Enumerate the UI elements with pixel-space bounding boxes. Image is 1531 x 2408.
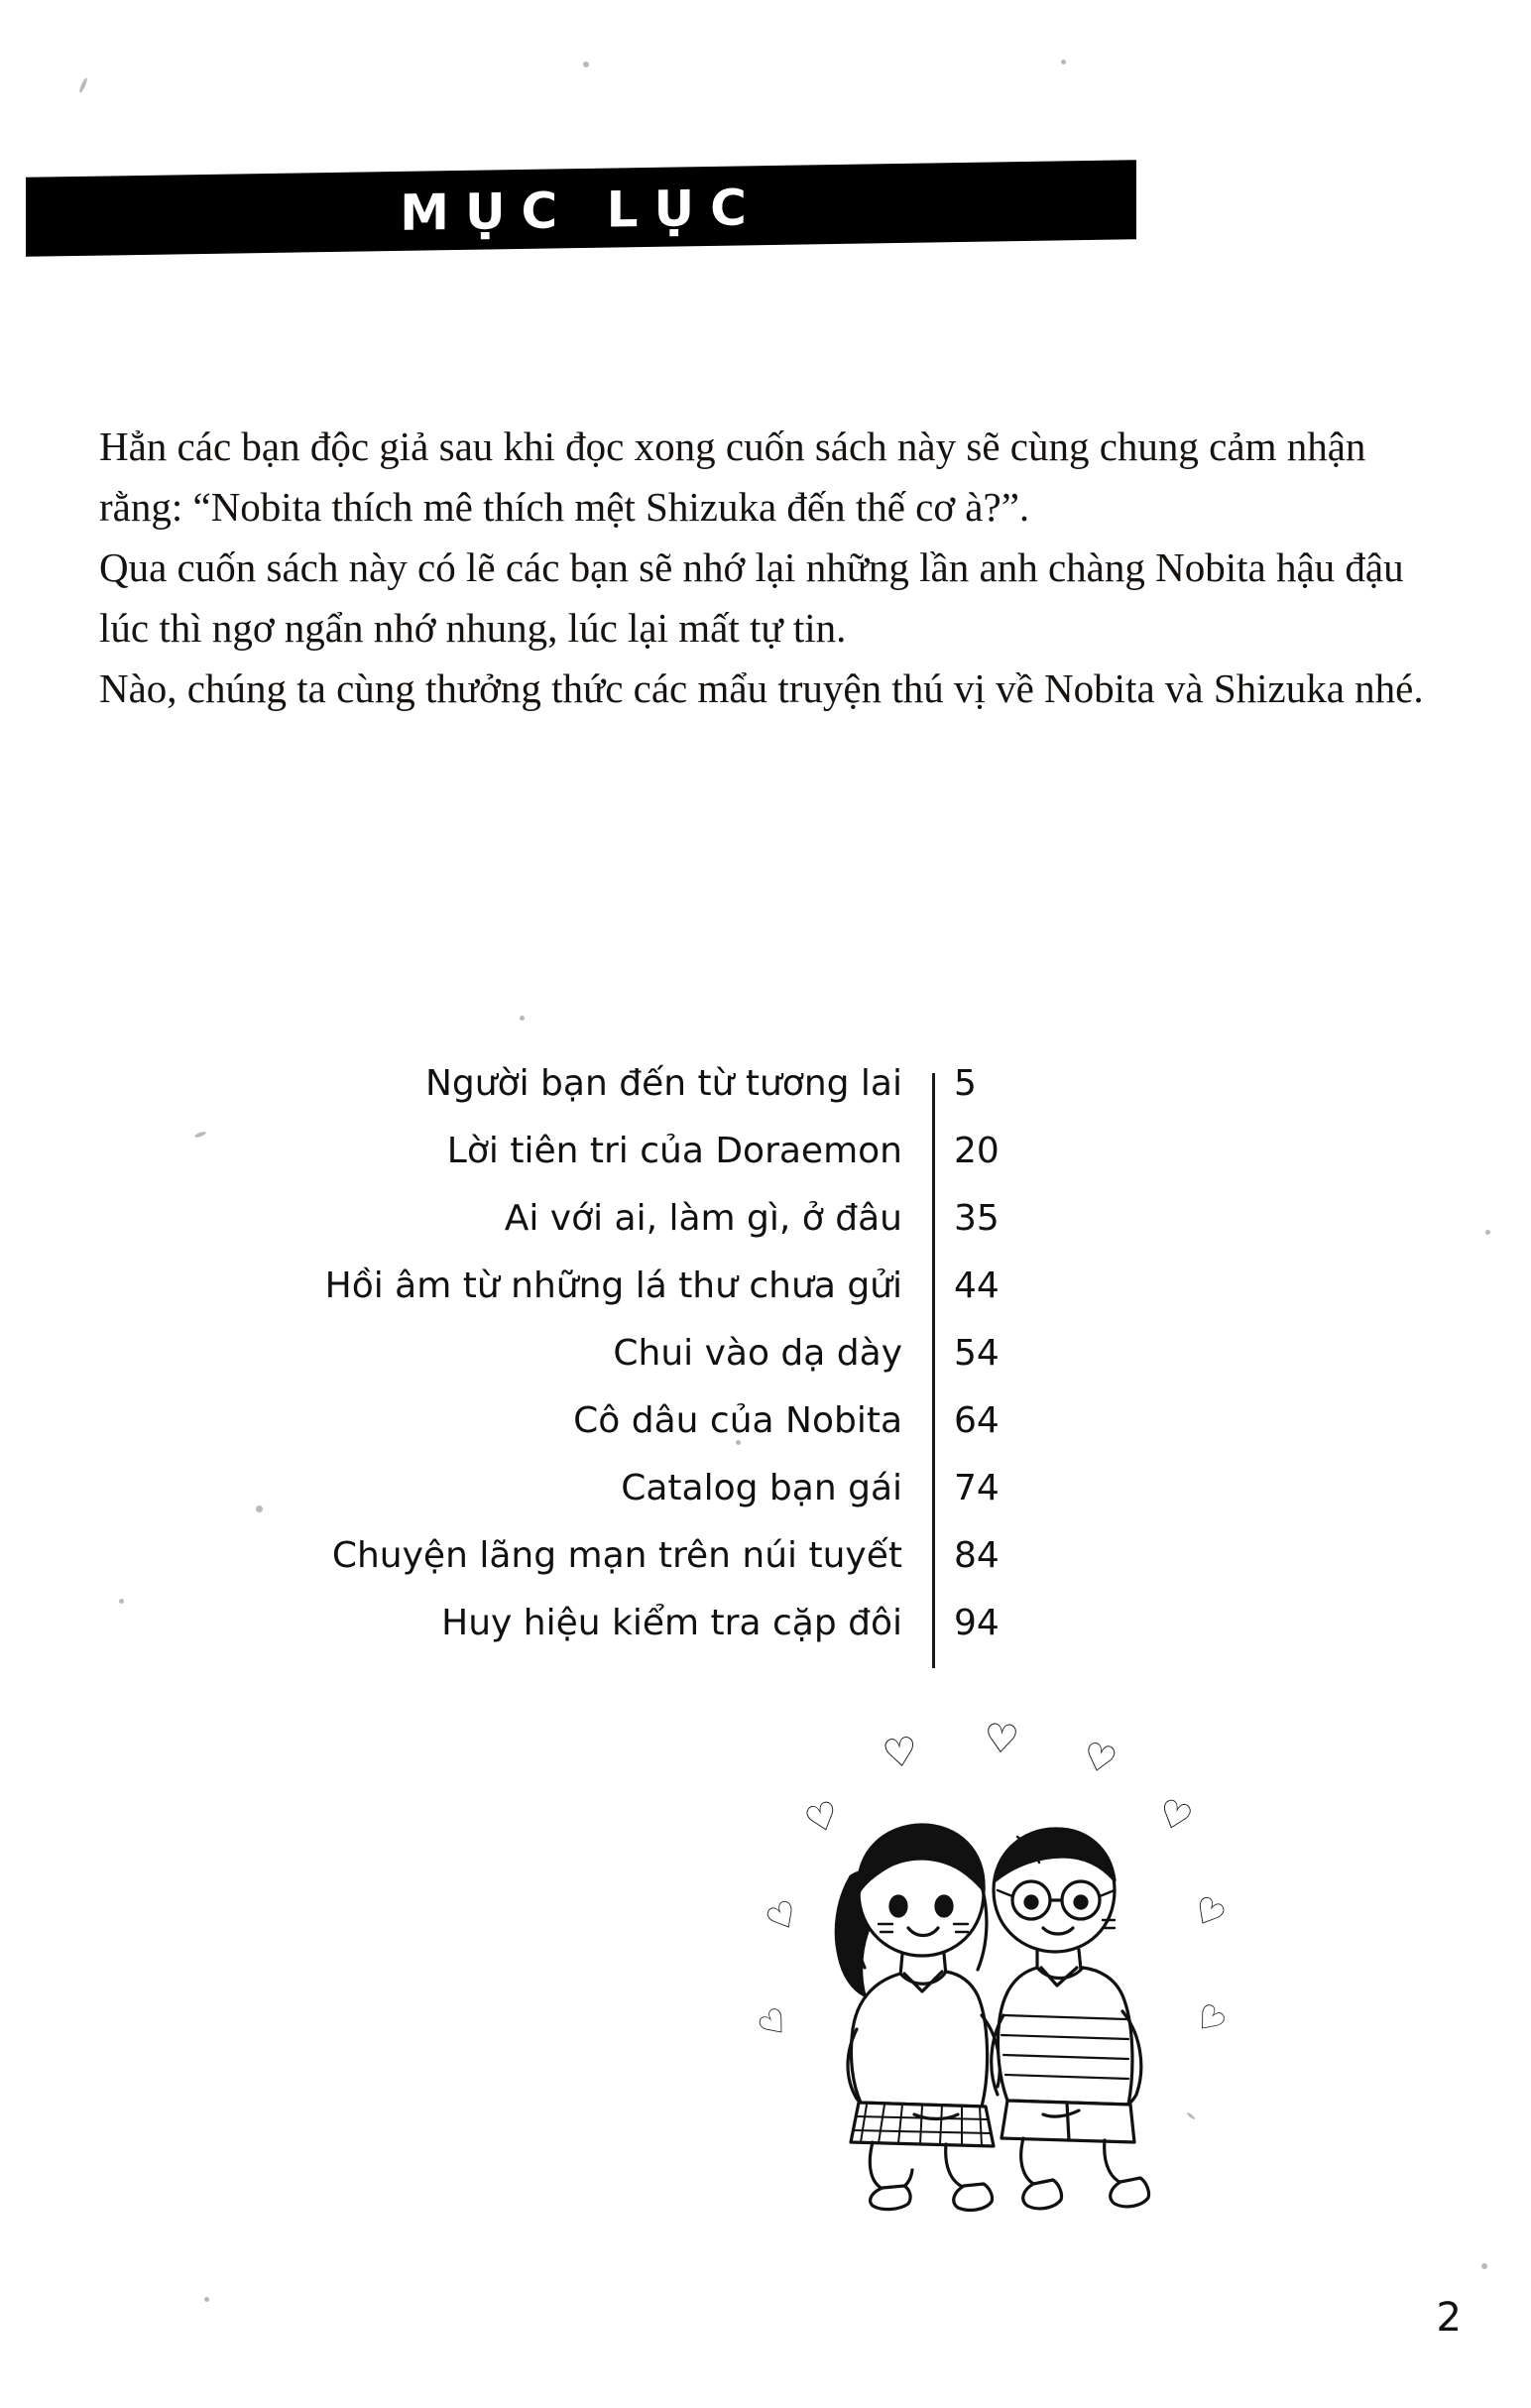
toc-entry-page: 74 bbox=[954, 1468, 1000, 1508]
heart-icon: ♡ bbox=[1078, 1733, 1121, 1784]
page-title: MỤC LỤC bbox=[400, 179, 763, 242]
intro-text bbox=[99, 417, 1428, 719]
scan-speck bbox=[1061, 60, 1066, 64]
toc-entry-page: 44 bbox=[954, 1265, 1000, 1306]
toc-entry-page: 64 bbox=[954, 1400, 1000, 1441]
page-number: 2 bbox=[1436, 2295, 1462, 2341]
heart-icon: ♡ bbox=[1152, 1789, 1199, 1843]
toc-entry[interactable] bbox=[188, 1468, 1091, 1535]
illustration-nobita-shizuka bbox=[734, 1715, 1249, 2222]
toc-entry-page: 84 bbox=[954, 1535, 1000, 1576]
scan-speck bbox=[119, 1599, 124, 1604]
toc-entry[interactable] bbox=[188, 1400, 1091, 1468]
intro-paragraph-1: Hẳn các bạn độc giả sau khi đọc xong cuốn sách này sẽ cùng chung cảm nhận rằng: “Nobita thích mê thích mệt Shizuka đến thế cơ à?”. bbox=[99, 423, 1366, 530]
heart-icon: ♡ bbox=[799, 1791, 846, 1845]
toc-entry-page: 5 bbox=[954, 1063, 977, 1104]
heart-icon: ♡ bbox=[1184, 1887, 1233, 1940]
scan-speck bbox=[520, 1016, 525, 1021]
toc-entry[interactable] bbox=[188, 1265, 1091, 1333]
toc-entry-title: Người bạn đến từ tương lai bbox=[424, 1063, 902, 1104]
scan-speck bbox=[1481, 2263, 1487, 2269]
toc-entry-title: Hồi âm từ những lá thư chưa gửi bbox=[324, 1265, 902, 1306]
toc-entry[interactable] bbox=[188, 1198, 1091, 1265]
toc-entry-title: Chui vào dạ dày bbox=[613, 1333, 902, 1374]
scan-speck bbox=[204, 2297, 209, 2302]
toc-entry[interactable] bbox=[188, 1333, 1091, 1400]
heart-icon: ♡ bbox=[759, 1891, 808, 1944]
toc-entry-page: 94 bbox=[954, 1603, 1000, 1643]
toc-entry-title: Chuyện lãng mạn trên núi tuyết bbox=[331, 1535, 902, 1576]
toc-entry[interactable] bbox=[188, 1603, 1091, 1670]
heart-icon: ♡ bbox=[750, 1998, 799, 2050]
toc-entry[interactable] bbox=[188, 1131, 1091, 1198]
toc-entry[interactable] bbox=[188, 1535, 1091, 1603]
toc-entry-title: Cô dâu của Nobita bbox=[573, 1400, 902, 1441]
intro-paragraph-2: Qua cuốn sách này có lẽ các bạn sẽ nhớ lại những lần anh chàng Nobita hậu đậu lúc thì ngơ ngẩn nhớ nhung, lúc lại mất tự tin. bbox=[99, 544, 1404, 651]
toc-entry-page: 54 bbox=[954, 1333, 1000, 1374]
toc-entry-title: Ai với ai, làm gì, ở đâu bbox=[504, 1198, 902, 1239]
toc-entry-title: Catalog bạn gái bbox=[621, 1468, 902, 1508]
toc-entry-title: Huy hiệu kiểm tra cặp đôi bbox=[441, 1603, 902, 1643]
heart-icon: ♡ bbox=[982, 1715, 1021, 1764]
toc-entry-page: 20 bbox=[954, 1131, 1000, 1171]
table-of-contents bbox=[188, 1063, 1091, 1670]
scan-speck bbox=[78, 77, 88, 93]
scan-speck bbox=[1485, 1230, 1490, 1235]
toc-vertical-divider bbox=[932, 1073, 935, 1668]
characters-drawing bbox=[734, 1726, 1249, 2222]
toc-entry[interactable] bbox=[188, 1063, 1091, 1131]
heart-icon: ♡ bbox=[1184, 1994, 1234, 2046]
toc-entry-page: 35 bbox=[954, 1198, 1000, 1239]
toc-entry-title: Lời tiên tri của Doraemon bbox=[446, 1131, 902, 1171]
heart-icon: ♡ bbox=[879, 1728, 921, 1779]
intro-paragraph-3: Nào, chúng ta cùng thưởng thức các mẩu truyện thú vị về Nobita và Shizuka nhé. bbox=[99, 665, 1424, 711]
scan-speck bbox=[583, 61, 589, 67]
